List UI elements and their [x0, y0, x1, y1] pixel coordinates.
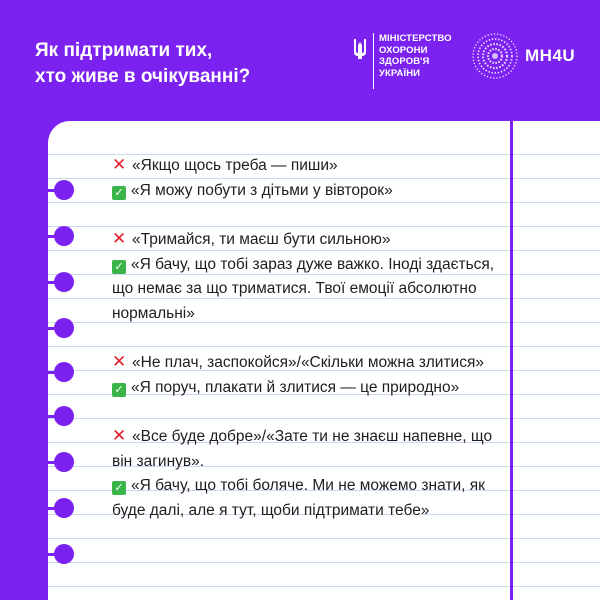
right-phrase — [112, 179, 512, 204]
partner-logo-text: MH4U — [525, 46, 576, 65]
wrong-phrase — [112, 350, 512, 376]
dotted-circle-icon — [470, 31, 520, 81]
check-mark-icon: ✓ — [112, 260, 126, 274]
right-phrase-text: «Я поруч, плакати й злитися — це природно» — [131, 378, 460, 396]
ministry-name — [379, 33, 452, 79]
wrong-phrase-text: «Все буде добре»/«Зате ти не знаєш напевне, що він загинув». — [112, 428, 493, 470]
right-phrase — [112, 253, 512, 327]
cross-mark-icon: ✕ — [112, 229, 127, 248]
cross-mark-icon: ✕ — [112, 352, 127, 371]
wrong-phrase — [112, 424, 512, 474]
right-phrase-text: «Я бачу, що тобі зараз дуже важко. Іноді здається, що немає за що триматися. Твої емоції абсолютно нормальні» — [112, 255, 495, 322]
wrong-phrase — [112, 153, 512, 179]
right-phrase-text: «Я бачу, що тобі боляче. Ми не можемо знати, як буде далі, але я тут, щоби підтримати тебе» — [112, 477, 485, 519]
ministry-logo — [353, 33, 452, 89]
ministry-line-4: УКРАЇНИ — [379, 67, 421, 79]
trident-icon — [353, 37, 367, 61]
wrong-phrase-text: «Якщо щось треба — пиши» — [132, 157, 338, 174]
tip-item — [112, 424, 512, 523]
wrong-phrase — [112, 227, 512, 253]
tip-item — [112, 153, 512, 203]
wrong-phrase-text: «Не плач, заспокойся»/«Скільки можна злитися» — [132, 354, 484, 371]
logo-divider — [373, 33, 374, 89]
ring — [24, 226, 74, 246]
wrong-phrase-text: «Тримайся, ти маєш бути сильною» — [132, 231, 391, 248]
tip-item — [112, 350, 512, 400]
title-line-1: Як підтримати тих, — [35, 40, 213, 61]
ring — [24, 544, 74, 564]
page-title — [35, 38, 250, 90]
ministry-line-3: ЗДОРОВ'Я — [379, 56, 430, 67]
ministry-line-2: ОХОРОНИ — [379, 44, 428, 56]
tip-item — [112, 227, 512, 326]
check-mark-icon: ✓ — [112, 481, 126, 495]
check-mark-icon: ✓ — [112, 383, 126, 397]
ring — [24, 452, 74, 472]
ring — [24, 272, 74, 292]
ring — [24, 362, 74, 382]
tips-list — [112, 153, 512, 547]
ring — [24, 498, 74, 518]
ministry-line-1: МІНІСТЕРСТВО — [379, 33, 452, 44]
right-phrase-text: «Я можу побути з дітьми у вівторок» — [131, 181, 393, 199]
right-phrase — [112, 474, 512, 523]
check-mark-icon: ✓ — [112, 186, 126, 200]
cross-mark-icon: ✕ — [112, 155, 127, 174]
ring — [24, 318, 74, 338]
cross-mark-icon: ✕ — [112, 426, 127, 445]
partner-logo — [470, 31, 575, 81]
title-line-2: хто живе в очікуванні? — [35, 66, 251, 87]
right-phrase — [112, 376, 512, 401]
ring — [24, 180, 74, 200]
ring — [24, 406, 74, 426]
